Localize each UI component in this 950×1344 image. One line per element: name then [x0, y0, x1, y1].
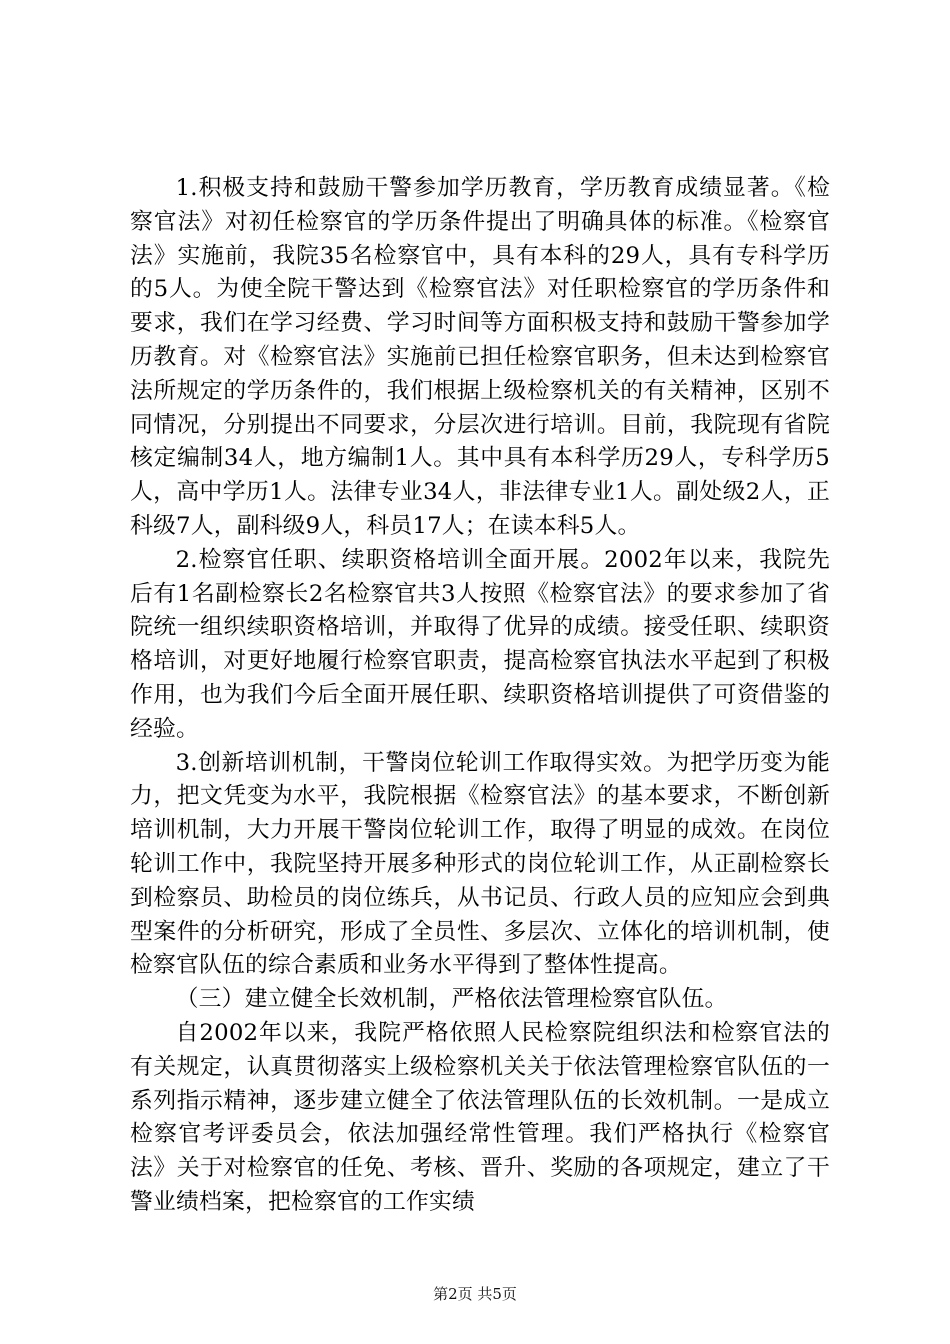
section-heading-long-term-mechanism: （三）建立健全长效机制，严格依法管理检察官队伍。 [175, 986, 728, 1013]
paragraph-education: 1.积极支持和鼓励干警参加学历教育，学历教育成绩显著。《检察官法》对初任检察官的学历条件提出了明确具体的标准。《检察官法》实施前，我院35名检察官中，具有本科的29人，具有专科学历的5人。为使全院干警达到《检察官法》对任职检察官的学历条件和要求，我们在学习经费、学习时间等方面积极支持和鼓励干警参加学历教育。对《检察官法》实施前已担任检察官职务，但未达到检察官法所规定的学历条件的，我们根据上级检察机关的有关精神，区别不同情况，分别提出不同要求，分层次进行培训。目前，我院现有省院核定编制34人，地方编制1人。其中具有本科学历29人，专科学历5人，高中学历1人。法律专业34人，非法律专业1人。副处级2人，正科级7人，副科级9人，科员17人；在读本科5人。 [130, 175, 830, 539]
paragraph-qualification-training: 2.检察官任职、续职资格培训全面开展。2002年以来，我院先后有1名副检察长2名检察官共3人按照《检察官法》的要求参加了省院统一组织续职资格培训，并取得了优异的成绩。接受任职、续职资格培训，对更好地履行检察官职责，提高检察官执法水平起到了积极作用，也为我们今后全面开展任职、续职资格培训提供了可资借鉴的经验。 [130, 546, 830, 742]
document-body [130, 172, 830, 1220]
paragraph-management: 自2002年以来，我院严格依照人民检察院组织法和检察官法的有关规定，认真贯彻落实上级检察机关关于依法管理检察官队伍的一系列指示精神，逐步建立健全了依法管理队伍的长效机制。一是成立检察官考评委员会，依法加强经常性管理。我们严格执行《检察官法》关于对检察官的任免、考核、晋升、奖励的各项规定，建立了干警业绩档案，把检察官的工作实绩 [130, 1019, 830, 1215]
paragraph-training-mechanism: 3.创新培训机制，干警岗位轮训工作取得实效。为把学历变为能力，把文凭变为水平，我院根据《检察官法》的基本要求，不断创新培训机制，大力开展干警岗位轮训工作，取得了明显的成效。在岗位轮训工作中，我院坚持开展多种形式的岗位轮训工作，从正副检察长到检察员、助检员的岗位练兵，从书记员、行政人员的应知应会到典型案件的分析研究，形成了全员性、多层次、立体化的培训机制，使检察官队伍的综合素质和业务水平得到了整体性提高。 [130, 749, 830, 979]
page-number-footer: 第2页 共5页 [433, 1285, 517, 1303]
